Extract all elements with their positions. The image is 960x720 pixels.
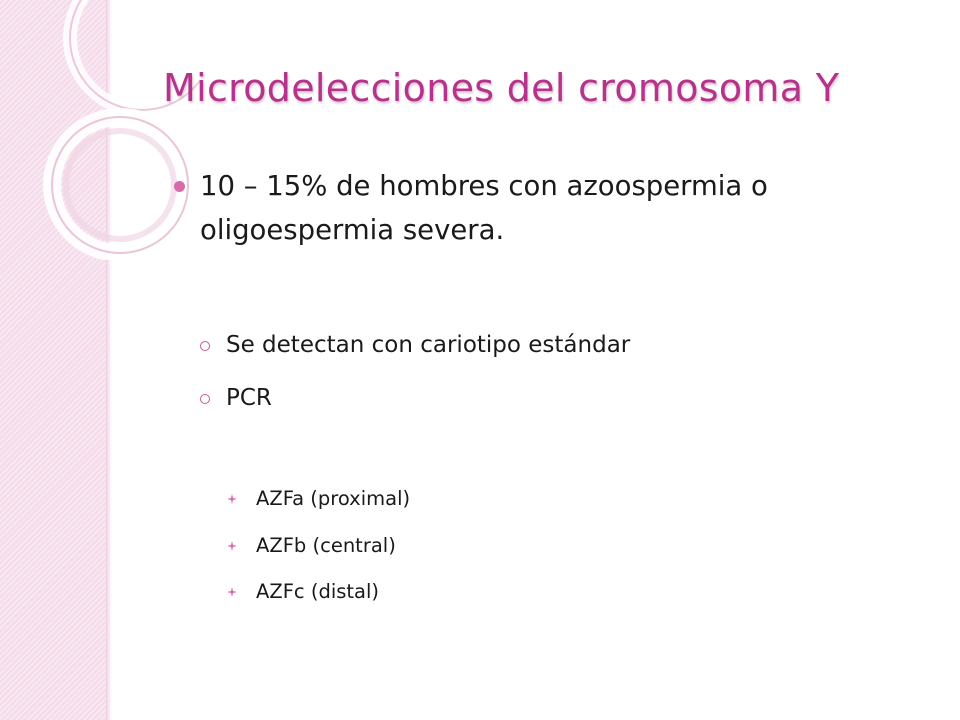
slide-title: Microdelecciones del cromosoma Y (163, 66, 840, 110)
sparkle-bullet-icon (227, 541, 237, 551)
filled-circle-bullet-icon (174, 181, 185, 192)
decorative-rings-icon (0, 0, 200, 260)
bullet-level3-text: AZFa (proximal) (256, 487, 411, 510)
bullet-level3-item (227, 532, 927, 560)
bullet-level3-text: AZFc (distal) (256, 580, 380, 603)
hollow-circle-bullet-icon (200, 341, 210, 351)
bullet-level1-text: 10 – 15% de hombres con azoospermia o oligoespermia severa. (200, 170, 768, 246)
sparkle-bullet-icon (227, 494, 237, 504)
bullet-level2-text: PCR (226, 385, 272, 411)
sparkle-bullet-icon (227, 587, 237, 597)
bullet-level1-item (174, 164, 934, 252)
bullet-level2-item (200, 381, 900, 415)
bullet-level3-item (227, 485, 927, 513)
bullet-level2-text: Se detectan con cariotipo estándar (226, 332, 631, 358)
hollow-circle-bullet-icon (200, 394, 210, 404)
bullet-level3-text: AZFb (central) (256, 534, 396, 557)
bullet-level2-item (200, 328, 900, 362)
bullet-level3-item (227, 578, 927, 606)
